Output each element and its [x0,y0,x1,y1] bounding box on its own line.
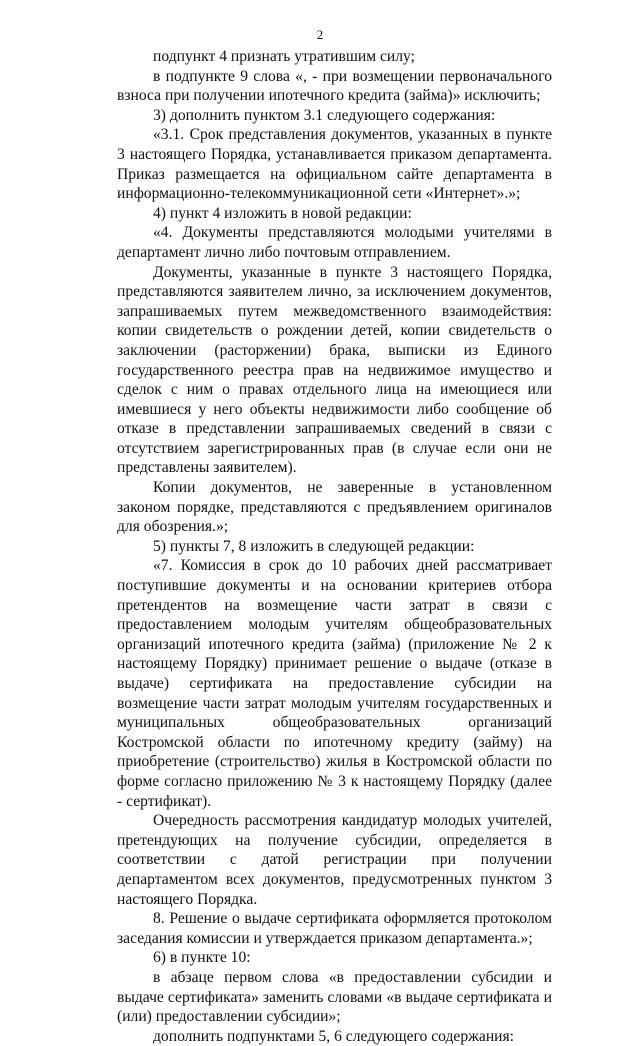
paragraph-item-4-text: «4. Документы представляются молодыми учителями в департамент лично либо почтовым отправлением. [117,224,552,261]
paragraph-document-copies: Копии документов, не заверенные в установленном законом порядке, представляются с предъявлением оригиналов для обозрения.»; [117,479,552,536]
paragraph-documents-list: Документы, указанные в пункте 3 настоящего Порядка, представляются заявителем лично, за исключением документов, запрашиваемых путем межведомственного взаимодействия: копии свидетельств о рождении детей, копии свидетельств о заключении (расторжении) брака, выписки из Единого государственного реестра прав на недвижимое имущество и сделок с ним о правах отдельного лица на имеющиеся или имевшиеся у него объекты недвижимости либо сообщение об отказе в представлении запрашиваемых сведений в связи с отсутствием зарегистрированных прав (в случае если они не представлены заявителем). [117,263,552,477]
paragraph-item-4-new-edition: 4) пункт 4 изложить в новой редакции: [153,204,412,222]
document-body [117,47,552,1046]
paragraph-item-7-text: «7. Комиссия в срок до 10 рабочих дней рассматривает поступившие документы и на основании критериев отбора претендентов на возмещение части затрат в связи с предоставлением молодым учителям общеобразовательных организаций ипотечного кредита (займа) (приложение № 2 к настоящему Порядку) принимает решение о выдаче (отказе в выдаче) сертификата на предоставление субсидии на возмещение части затрат молодым учителям государственных и муниципальных общеобразовательных организаций Костромской области по ипотечному кредиту (займу) на приобретение (строительство) жилья в Костромской области по форме согласно приложению № 3 к настоящему Порядку (далее - сертификат). [117,557,552,810]
paragraph-review-order: Очередность рассмотрения кандидатур молодых учителей, претендующих на получение субсидии, определяется в соответствии с датой регистрации при получении департаментом всех документов, предусмотренных пунктом 3 настоящего Порядка. [117,812,552,908]
paragraph-add-item-3-1: 3) дополнить пунктом 3.1 следующего содержания: [153,106,496,124]
paragraph-subitem-4-void: подпункт 4 признать утратившим силу; [153,48,415,65]
paragraph-item-3-1-text: «3.1. Срок представления документов, указанных в пункте 3 настоящего Порядка, устанавливается приказом департамента. Приказ размещается на официальном сайте департамента в информационно-телекоммуникационной сети «Интернет».»; [117,126,552,203]
paragraph-item-8-text: 8. Решение о выдаче сертификата оформляется протоколом заседания комиссии и утверждается приказом департамента.»; [117,910,552,947]
paragraph-item-10: 6) в пункте 10: [153,949,251,967]
page-number: 2 [316,27,324,42]
paragraph-subitem-9-words: в подпункте 9 слова «, - при возмещении первоначального взноса при получении ипотечного кредита (займа)» исключить; [117,67,552,105]
paragraph-items-7-8-edition: 5) пункты 7, 8 изложить в следующей редакции: [153,537,475,555]
paragraph-add-subitems-5-6: дополнить подпунктами 5, 6 следующего содержания: [153,1027,515,1045]
paragraph-item-10-first-abzats: в абзаце первом слова «в предоставлении субсидии и выдаче сертификата» заменить словами «в выдаче сертификата и (или) предоставлении субсидии»; [117,968,552,1026]
